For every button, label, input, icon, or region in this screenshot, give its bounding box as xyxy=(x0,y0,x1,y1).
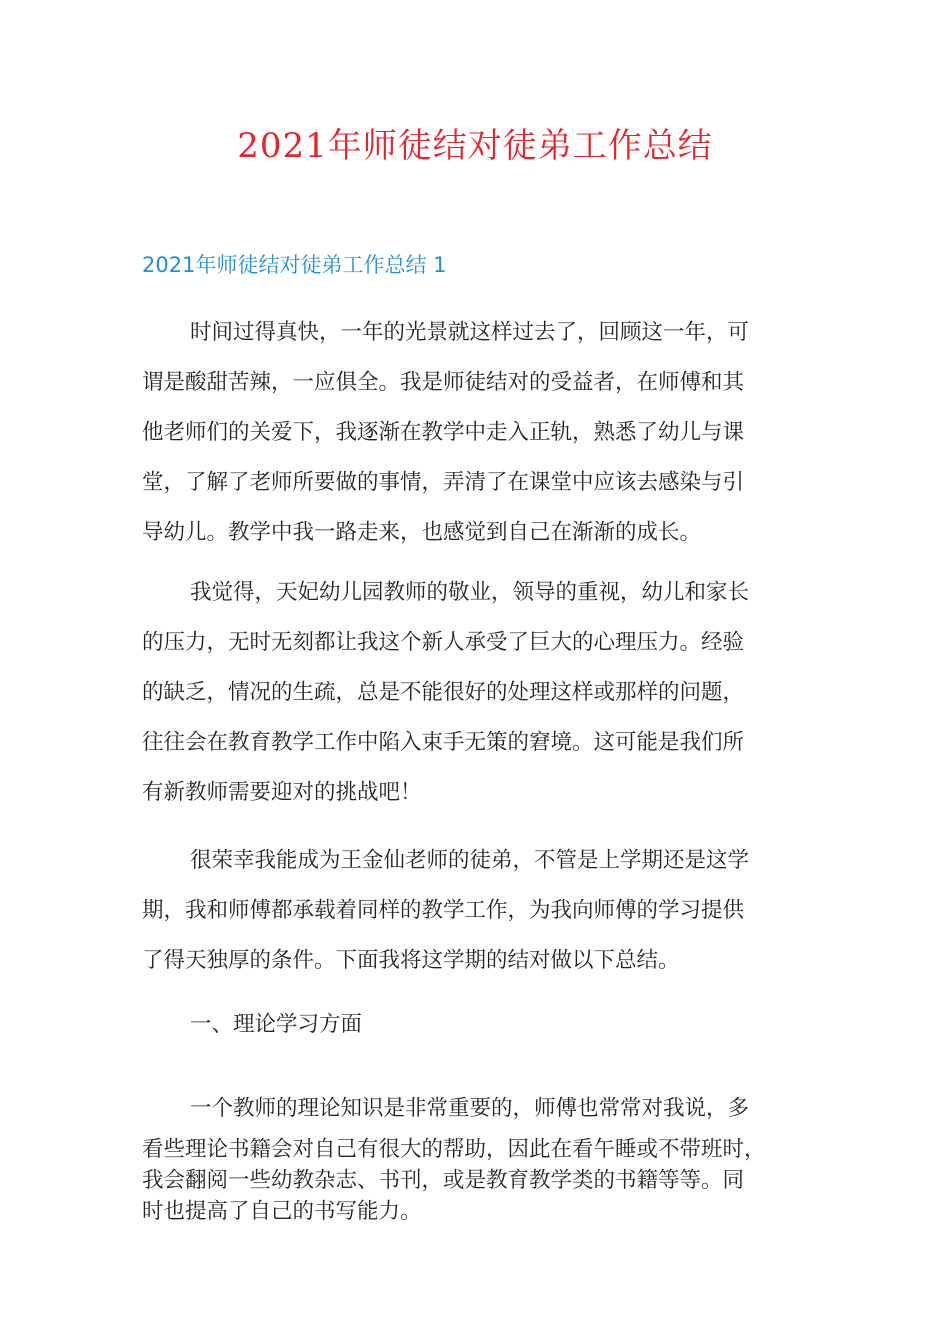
paragraph-5 xyxy=(142,1084,812,1227)
paragraph-2 xyxy=(142,568,812,818)
paragraph-line: 有新教师需要迎对的挑战吧！ xyxy=(142,780,422,805)
paragraph-3 xyxy=(142,836,812,986)
subsection-heading-text: 一、理论学习方面 xyxy=(190,1012,363,1037)
paragraph-line: 看些理论书籍会对自己有很大的帮助，因此在看午睡或不带班时， xyxy=(142,1137,766,1162)
paragraph-line: 导幼儿。教学中我一路走来，也感觉到自己在渐渐的成长。 xyxy=(142,520,702,545)
paragraph-line: 一个教师的理论知识是非常重要的，师傅也常常对我说，多 xyxy=(190,1096,750,1121)
paragraph-line: 了得天独厚的条件。下面我将这学期的结对做以下总结。 xyxy=(142,948,680,973)
paragraph-line: 期，我和师傅都承载着同样的教学工作，为我向师傅的学习提供 xyxy=(142,898,745,923)
section-heading: 2021年师徒结对徒弟工作总结 1 xyxy=(142,253,447,277)
paragraph-1 xyxy=(142,308,812,558)
paragraph-line: 我会翻阅一些幼教杂志、书刊，或是教育教学类的书籍等等。同 xyxy=(142,1168,745,1193)
document-title: 2021年师徒结对徒弟工作总结 xyxy=(237,126,713,166)
paragraph-line: 我觉得，天妃幼儿园教师的敬业，领导的重视，幼儿和家长 xyxy=(190,580,750,605)
paragraph-line: 谓是酸甜苦辣，一应俱全。我是师徒结对的受益者，在师傅和其 xyxy=(142,370,745,395)
paragraph-line: 时间过得真快，一年的光景就这样过去了，回顾这一年，可 xyxy=(190,320,750,345)
paragraph-line: 的压力，无时无刻都让我这个新人承受了巨大的心理压力。经验 xyxy=(142,630,745,655)
paragraph-line: 堂，了解了老师所要做的事情，弄清了在课堂中应该去感染与引 xyxy=(142,470,745,495)
paragraph-line: 他老师们的关爱下，我逐渐在教学中走入正轨，熟悉了幼儿与课 xyxy=(142,420,745,445)
paragraph-line: 时也提高了自己的书写能力。 xyxy=(142,1199,422,1224)
paragraph-line: 往往会在教育教学工作中陷入束手无策的窘境。这可能是我们所 xyxy=(142,730,745,755)
paragraph-line: 的缺乏，情况的生疏，总是不能很好的处理这样或那样的问题， xyxy=(142,680,745,705)
paragraph-line: 很荣幸我能成为王金仙老师的徒弟，不管是上学期还是这学 xyxy=(190,848,750,873)
subsection-heading xyxy=(142,1000,812,1050)
